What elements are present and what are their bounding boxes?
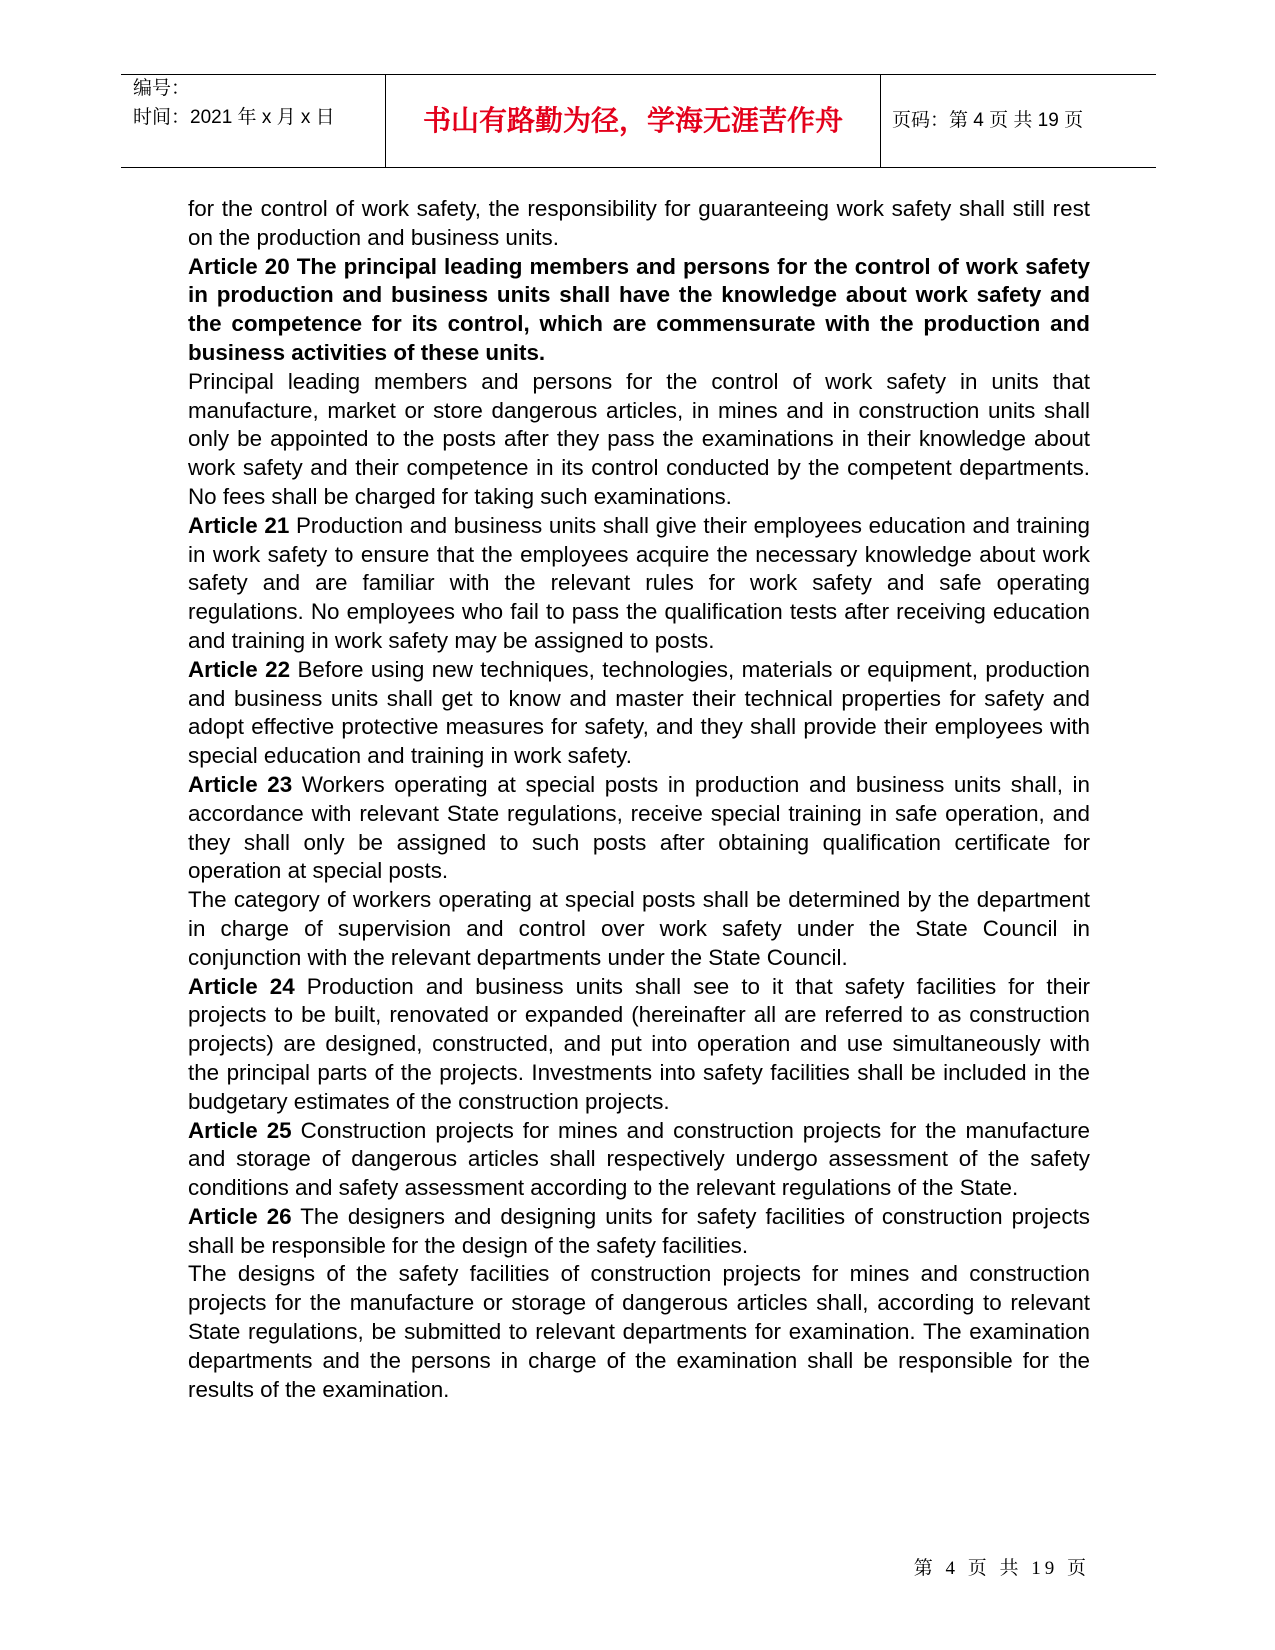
- paragraph-article-21: [188, 512, 1090, 656]
- paragraph-text: Before using new techniques, technologies, materials or equipment, production and business units shall get to know and master their technical properties for safety and adopt effective protective measures for safety, and they shall provide their employees with special education and training in work safety.: [188, 656, 1090, 769]
- article-heading: Article 23: [188, 771, 293, 797]
- document-header: [121, 74, 1156, 168]
- paragraph-text: The category of workers operating at special posts shall be determined by the department in charge of supervision and control over work safety under the State Council in conjunction with the relevant departments under the State Council.: [188, 887, 1090, 970]
- paragraph-continuation: [188, 195, 1090, 253]
- paragraph-text: Principal leading members and persons for the control of work safety in units that manufacture, market or store dangerous articles, in mines and in construction units shall only be appointed to the posts after they pass the examinations in their knowledge about work safety and their competence in its control conducted by the competent departments. No fees shall be charged for taking such examinations.: [188, 368, 1090, 509]
- paragraph-article-26-detail: [188, 1260, 1090, 1404]
- paragraph-article-20: [188, 253, 1090, 368]
- article-heading: Article 24: [188, 973, 295, 999]
- article-heading: Article 21: [188, 512, 290, 538]
- paragraph-article-23: [188, 771, 1090, 886]
- paragraph-text: Production and business units shall give their employees education and training in work safety to ensure that the employees acquire the necessary knowledge about work safety and are familiar with the relevant rules for work safety and safe operating regulations. No employees who fail to pass the qualification tests after receiving education and training in work safety may be assigned to posts.: [188, 512, 1090, 653]
- paragraph-text: Article 20 The principal leading members and persons for the control of work safety in production and business units shall have the knowledge about work safety and the competence for its control, which are commensurate with the production and business activities of these units.: [188, 253, 1090, 365]
- paragraph-article-26: [188, 1203, 1090, 1261]
- document-number-label: 编号：: [133, 78, 191, 99]
- article-heading: Article 26: [188, 1203, 292, 1229]
- document-time-label: 时间：2021 年 x 月 x 日: [133, 107, 335, 128]
- paragraph-text: Construction projects for mines and construction projects for the manufacture and storage of dangerous articles shall respectively undergo assessment of the safety conditions and safety assessment according to the relevant regulations of the State.: [188, 1117, 1090, 1201]
- document-body: [188, 195, 1090, 1404]
- paragraph-article-20-detail: [188, 368, 1090, 512]
- paragraph-article-25: [188, 1117, 1090, 1203]
- paragraph-article-23-detail: [188, 886, 1090, 972]
- article-heading: Article 25: [188, 1117, 292, 1143]
- paragraph-article-22: [188, 656, 1090, 771]
- header-meta-cell: [121, 75, 385, 167]
- page-footer: 第 4 页 共 19 页: [913, 1558, 1090, 1579]
- paragraph-text: for the control of work safety, the responsibility for guaranteeing work safety shall still rest on the production and business units.: [188, 196, 1090, 250]
- header-page-info: 页码：第 4 页 共 19 页: [892, 110, 1084, 131]
- paragraph-text: Production and business units shall see to it that safety facilities for their projects to be built, renovated or expanded (hereinafter all are referred to as construction projects) are designed, constructed, and put into operation and use simultaneously with the principal parts of the projects. Investments into safety facilities shall be included in the budgetary estimates of the construction projects.: [188, 973, 1090, 1114]
- paragraph-text: The designers and designing units for safety facilities of construction projects shall be responsible for the design of the safety facilities.: [188, 1203, 1090, 1258]
- paragraph-article-24: [188, 973, 1090, 1117]
- article-heading: Article 22: [188, 656, 291, 682]
- header-motto-cell: [385, 75, 881, 167]
- paragraph-text: Workers operating at special posts in production and business units shall, in accordance with relevant State regulations, receive special training in safe operation, and they shall only be assigned to such posts after obtaining qualification certificate for operation at special posts.: [188, 771, 1090, 884]
- header-motto: 书山有路勤为径，学海无涯苦作舟: [422, 104, 843, 137]
- paragraph-text: The designs of the safety facilities of construction projects for mines and construction projects for the manufacture or storage of dangerous articles shall, according to relevant State regulations, be submitted to relevant departments for examination. The examination departments and the persons in charge of the examination shall be responsible for the results of the examination.: [188, 1261, 1090, 1402]
- header-page-cell: [880, 75, 1156, 167]
